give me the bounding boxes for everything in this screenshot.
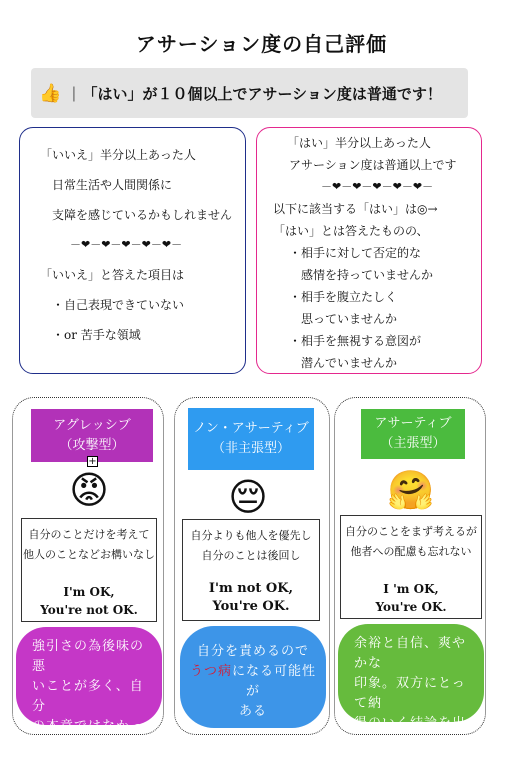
yes-result-line: アサーション度は普通以上です [277, 158, 457, 172]
ok-line: I'm not OK, [208, 581, 294, 596]
summary-banner [31, 68, 468, 118]
pensive-face-icon: 😔 [228, 475, 268, 519]
aggressive-label [31, 409, 153, 462]
bubble-line: とする [354, 756, 397, 771]
bubble-line: 余裕と自信、爽やかな [354, 636, 467, 671]
bubble-line [186, 662, 320, 702]
ok-line: I 'm OK, [383, 582, 439, 596]
desc-line: 自分のことをまず考えるが [345, 525, 477, 538]
bubble-line-rest: になる可能性が [232, 664, 317, 699]
non-assertive-bubble [180, 626, 326, 728]
ok-line: You're not OK. [40, 603, 138, 617]
aggressive-description [21, 518, 157, 622]
label-line: アグレッシブ [53, 417, 131, 433]
non-assertive-description [182, 519, 320, 621]
no-result-box [19, 127, 246, 374]
plus-icon[interactable]: + [88, 456, 97, 467]
no-result-line: 「いいえ」半分以上あった人 [40, 148, 196, 162]
desc-line: 自分のことは後回し [201, 549, 301, 562]
desc-line: 自分よりも他人を優先し [190, 529, 312, 542]
yes-result-line: ・相手を無視する意図が [277, 334, 422, 348]
heart-divider: －❤－❤－❤－❤－❤－ [70, 238, 183, 251]
yes-result-box [256, 127, 482, 374]
label-line: ノン・アサーティブ [193, 421, 309, 436]
ok-statement [22, 583, 156, 619]
label-line: アサーティブ [374, 416, 452, 431]
label-line: （非主張型） [211, 441, 290, 456]
bubble-line: 強引さの為後味の悪 [32, 639, 145, 674]
bubble-line: の本意ではなかった [32, 719, 145, 754]
page-title: アサーション度の自己評価 [135, 32, 388, 56]
hugging-face-icon: 🤗 [387, 468, 435, 512]
assertive-bubble [338, 624, 484, 771]
aggressive-column [12, 397, 164, 774]
yes-result-line: 潜んでいませんか [277, 356, 398, 370]
yes-result-line: 思っていませんか [277, 312, 398, 326]
thumbs-up-icon: 👍 [39, 82, 62, 104]
depression-highlight: うつ病 [189, 664, 232, 679]
ok-line: You're OK. [375, 600, 447, 614]
bubble-line: ことに気づき後悔 [32, 759, 145, 774]
desc-line: 他者への配慮も忘れない [350, 545, 472, 558]
bubble-line: 自分を責めるので [196, 644, 309, 659]
no-result-line: ・自己表現できていない [40, 298, 185, 312]
yes-result-line: 「はい」とは答えたものの、 [273, 224, 429, 238]
yes-result-line: ・相手を腹立たしく [277, 290, 398, 304]
non-assertive-column [174, 397, 330, 735]
banner-separator: | [71, 84, 77, 102]
non-assertive-label [188, 408, 314, 470]
no-result-line: ・or 苦手な領域 [40, 328, 141, 342]
no-result-line: 「いいえ」と答えた項目は [40, 268, 185, 282]
ok-statement [183, 580, 319, 616]
ok-line: You're OK. [212, 599, 290, 614]
yes-result-line: 以下に該当する「はい」は◎→ [273, 202, 438, 216]
bubble-line: ある [238, 704, 267, 719]
angry-face-icon: 😡 [69, 468, 109, 512]
assertive-label [361, 409, 465, 459]
bubble-line: 得のいく結論を出そう [354, 716, 467, 751]
yes-result-line: 感情を持っていませんか [277, 268, 434, 282]
assertive-column [334, 397, 486, 771]
banner-text: 「はい」が１０個以上でアサーション度は普通です！ [82, 84, 442, 103]
bubble-line: いことが多く、自分 [32, 679, 144, 714]
desc-line: 他人のことなどお構いなし [23, 548, 155, 561]
aggressive-bubble [16, 627, 162, 774]
label-line: （主張型） [380, 436, 446, 451]
assertive-description [340, 515, 482, 619]
yes-result-line: 「はい」半分以上あった人 [287, 136, 431, 150]
desc-line: 自分のことだけを考えて [28, 528, 150, 541]
ok-line: I'm OK, [63, 585, 115, 599]
bubble-line: 印象。双方にとって納 [354, 676, 466, 711]
label-line: （攻撃型） [59, 437, 125, 453]
ok-statement [341, 580, 481, 616]
no-result-line: 日常生活や人間関係に [40, 178, 173, 192]
heart-divider: －❤－❤－❤－❤－❤－ [321, 180, 434, 193]
yes-result-line: ・相手に対して否定的な [277, 246, 422, 260]
no-result-line: 支障を感じているかもしれません [40, 208, 233, 222]
